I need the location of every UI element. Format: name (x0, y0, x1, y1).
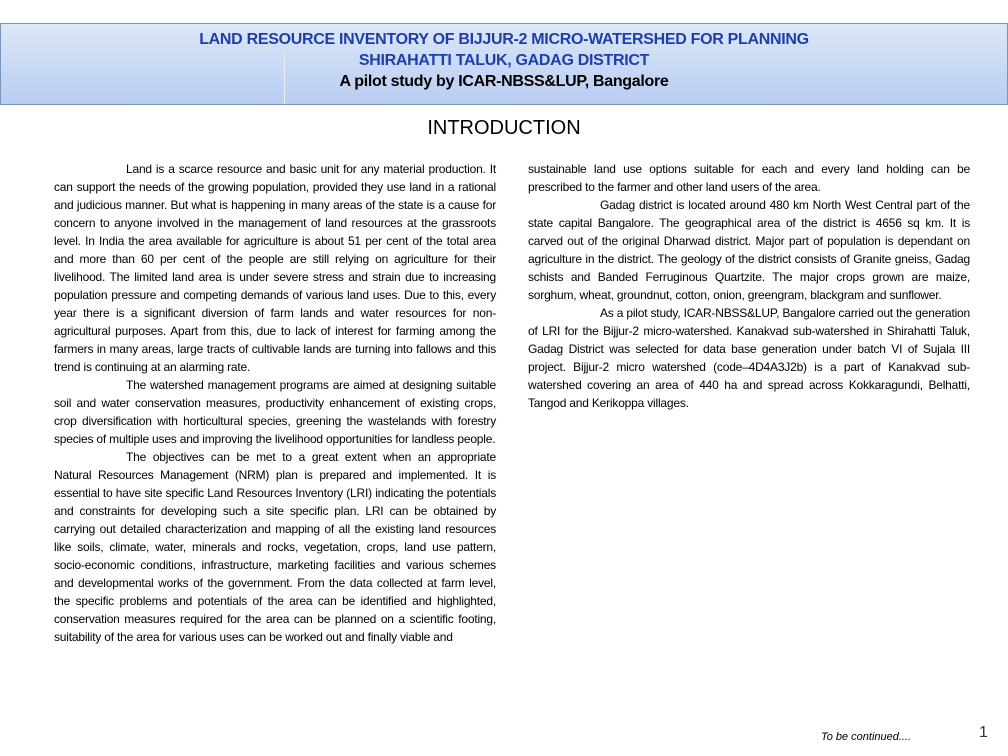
left-column (54, 160, 496, 646)
paragraph: As a pilot study, ICAR-NBSS&LUP, Bangalore carried out the generation of LRI for the Bijjur-2 micro-watershed. Kanakvad sub-watershed in Shirahatti Taluk, Gadag District was selected for data base generation under batch VI of Sujala III project. Bijjur-2 micro watershed (code–4D4A3J2b) is a part of Kanakvad sub-watershed covering an area of 440 ha and spread across Kokkaragundi, Belhatti, Tangod and Kerikoppa villages. (528, 306, 970, 410)
header-title-line: LAND RESOURCE INVENTORY OF BIJJUR-2 MICRO-WATERSHED FOR PLANNING (199, 31, 809, 48)
page-number: 1 (979, 724, 988, 741)
divider (284, 51, 285, 104)
document-header-banner (0, 23, 1008, 105)
paragraph: The watershed management programs are aimed at designing suitable soil and water conservation measures, productivity enhancement of existing crops, crop diversification with horticultural species, greening the wastelands with forestry species of multiple uses and improving the livelihood opportunities for landless people. (54, 378, 496, 446)
paragraph: sustainable land use options suitable for each and every land holding can be prescribed to the farmer and other land users of the area. (528, 162, 970, 194)
header-location-line: SHIRAHATTI TALUK, GADAG DISTRICT (358, 52, 650, 69)
continued-note: To be continued.... (821, 731, 912, 743)
right-column (528, 160, 970, 412)
header-subtitle-line: A pilot study by ICAR-NBSS&LUP, Bangalore (339, 73, 669, 90)
paragraph: The objectives can be met to a great extent when an appropriate Natural Resources Management (NRM) plan is prepared and implemented. It is essential to have site specific Land Resources Inventory (LRI) indicating the potentials and constraints for developing such a site specific plan. LRI can be obtained by carrying out detailed characterization and mapping of all the existing land resources like soils, climate, water, minerals and rocks, vegetation, crops, land use pattern, socio-economic conditions, infrastructure, marketing facilities and various schemes and developmental works of the government. From the data collected at farm level, the specific problems and potentials of the area can be identified and highlighted, conservation measures required for the area can be planned on a scientific footing, suitability of the area for various uses can be worked out and finally viable and (54, 450, 496, 644)
section-title: INTRODUCTION (427, 117, 581, 139)
paragraph: Gadag district is located around 480 km North West Central part of the state capital Bangalore. The geographical area of the district is 4656 sq km. It is carved out of the original Dharwad district. Major part of population is dependant on agriculture in the district. The geology of the district consists of Granite gneiss, Gadag schists and Banded Ferruginous Quartzite. The major crops grown are maize, sorghum, wheat, groundnut, cotton, onion, greengram, blackgram and sunflower. (528, 198, 970, 302)
paragraph: Land is a scarce resource and basic unit for any material production. It can support the needs of the growing population, provided they use land in a rational and judicious manner. But what is happening in many areas of the state is a cause for concern to anyone involved in the management of land resources at the grassroots level. In India the area available for agriculture is about 51 per cent of the total area and more than 60 per cent of the people are still relying on agriculture for their livelihood. The limited land area is under severe stress and strain due to increasing population pressure and competing demands of various land uses. Due to this, every year there is a significant diversion of farm lands and water resources for non-agricultural purposes. Apart from this, due to lack of interest for farming among the farmers in many areas, large tracts of cultivable lands are turning into fallows and this trend is continuing at an alarming rate. (54, 162, 496, 374)
